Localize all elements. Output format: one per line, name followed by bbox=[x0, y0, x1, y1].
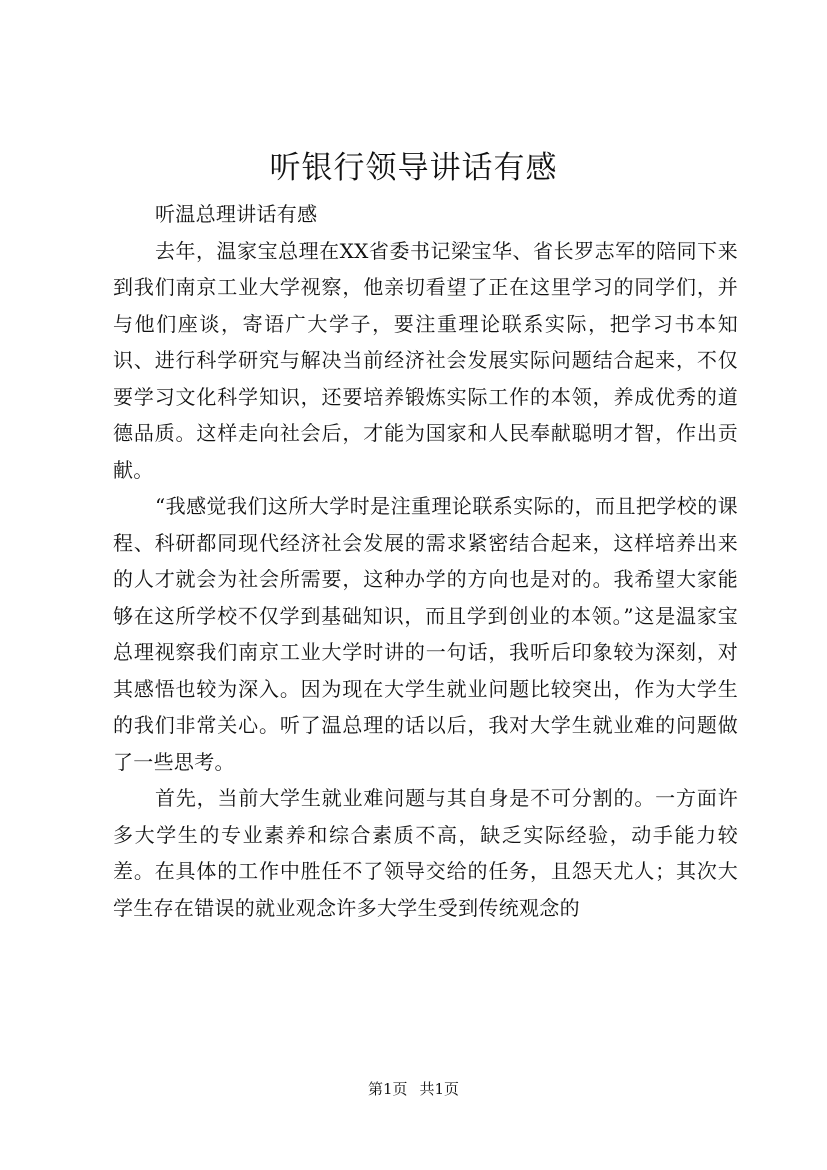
page-total: 共1页 bbox=[419, 1080, 460, 1098]
document-title: 听银行领导讲话有感 bbox=[269, 150, 558, 186]
document-body bbox=[113, 196, 738, 926]
paragraph-1: 去年，温家宝总理在XX省委书记梁宝华、省长罗志军的陪同下来到我们南京工业大学视察，他亲切看望了正在这里学习的同学们，并与他们座谈，寄语广大学子，要注重理论联系实际，把学习书本知识、进行科学研究与解决当前经济社会发展实际问题结合起来，不仅要学习文化科学知识，还要培养锻炼实际工作的本领，养成优秀的道德品质。这样走向社会后，才能为国家和人民奉献聪明才智，作出贡献。 bbox=[113, 238, 738, 482]
paragraph-subtitle: 听温总理讲话有感 bbox=[155, 202, 318, 226]
page-footer bbox=[0, 1078, 827, 1100]
page-number: 第1页 bbox=[367, 1080, 408, 1098]
paragraph-2: “我感觉我们这所大学时是注重理论联系实际的，而且把学校的课程、科研都同现代经济社会发展的需求紧密结合起来，这样培养出来的人才就会为社会所需要，这种办学的方向也是对的。我希望大家能够在这所学校不仅学到基础知识，而且学到创业的本领。”这是温家宝总理视察我们南京工业大学时讲的一句话，我听后印象较为深刻，对其感悟也较为深入。因为现在大学生就业问题比较突出，作为大学生的我们非常关心。听了温总理的话以后，我对大学生就业难的问题做了一些思考。 bbox=[113, 494, 738, 774]
paragraph-3: 首先，当前大学生就业难问题与其自身是不可分割的。一方面许多大学生的专业素养和综合素质不高，缺乏实际经验，动手能力较差。在具体的工作中胜任不了领导交给的任务，且怨天尤人；其次大学生存在错误的就业观念许多大学生受到传统观念的 bbox=[113, 786, 738, 920]
